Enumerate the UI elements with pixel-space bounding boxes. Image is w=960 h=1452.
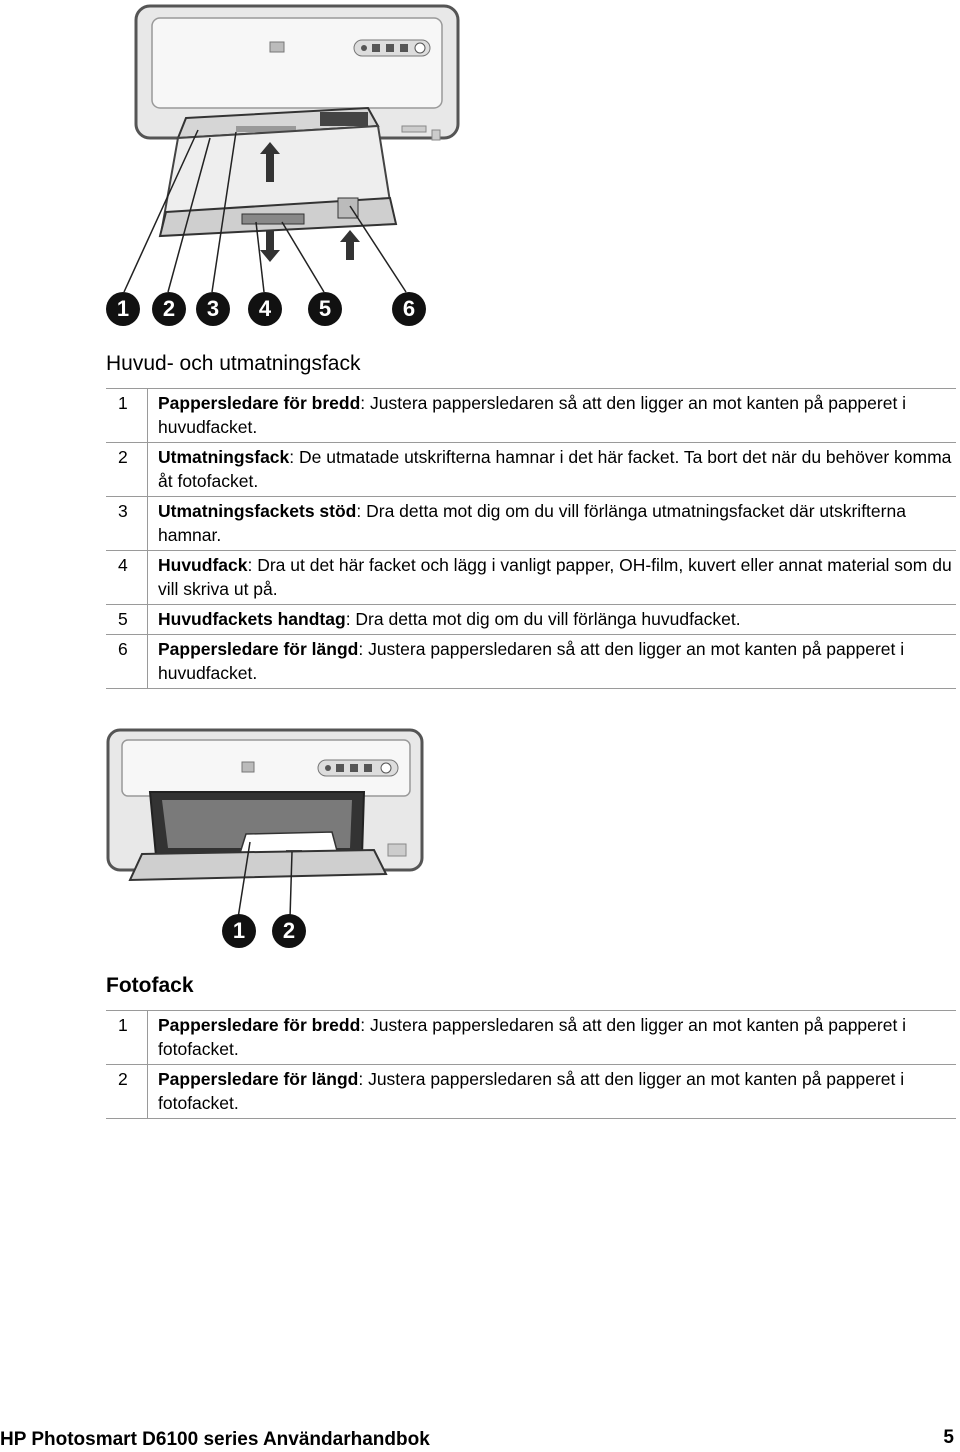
legend-term: Pappersledare för längd	[158, 639, 359, 659]
legend-term: Pappersledare för längd	[158, 1069, 359, 1089]
callout-1: 1	[106, 292, 140, 326]
legend-number: 2	[106, 1065, 148, 1119]
legend-description: : Dra ut det här facket och lägg i vanligt papper, OH-film, kuvert eller annat material som du vill skriva ut på.	[158, 555, 952, 599]
legend-number: 1	[106, 389, 148, 443]
figure1-callouts	[106, 292, 466, 328]
callout-5: 5	[308, 292, 342, 326]
legend-term: Huvudfackets handtag	[158, 609, 346, 629]
section-title-photo-tray: Fotofack	[106, 974, 194, 997]
legend-text	[148, 1065, 957, 1119]
section-title-main-output-trays: Huvud- och utmatningsfack	[106, 352, 361, 375]
legend-text	[148, 605, 957, 635]
legend-term: Pappersledare för bredd	[158, 1015, 361, 1035]
legend-text	[148, 389, 957, 443]
legend-description: : De utmatade utskrifterna hamnar i det här facket. Ta bort det när du behöver komma åt fotofacket.	[158, 447, 952, 491]
legend-row	[106, 635, 956, 689]
legend-row	[106, 551, 956, 605]
callout-1: 1	[222, 914, 256, 948]
legend-term: Utmatningsfack	[158, 447, 290, 467]
legend-table-main-output	[106, 388, 956, 689]
footer-manual-title: HP Photosmart D6100 series Användarhandbok	[0, 1429, 430, 1450]
legend-term: Pappersledare för bredd	[158, 393, 361, 413]
legend-number: 6	[106, 635, 148, 689]
legend-text	[148, 635, 957, 689]
printer-trays-illustration	[106, 0, 466, 300]
legend-row	[106, 443, 956, 497]
legend-description: : Justera pappersledaren så att den ligger an mot kanten på papperet i fotofacket.	[158, 1015, 907, 1059]
legend-number: 4	[106, 551, 148, 605]
callout-2: 2	[152, 292, 186, 326]
callout-2: 2	[272, 914, 306, 948]
legend-description: : Justera pappersledaren så att den ligger an mot kanten på papperet i huvudfacket.	[158, 393, 907, 437]
footer-page-number: 5	[943, 1427, 954, 1448]
legend-number: 5	[106, 605, 148, 635]
legend-text	[148, 1011, 957, 1065]
legend-term: Utmatningsfackets stöd	[158, 501, 357, 521]
legend-row	[106, 389, 956, 443]
legend-number: 2	[106, 443, 148, 497]
legend-row	[106, 605, 956, 635]
legend-description: : Dra detta mot dig om du vill förlänga utmatningsfacket där utskrifterna hamnar.	[158, 501, 906, 545]
callout-6: 6	[392, 292, 426, 326]
legend-text	[148, 497, 957, 551]
legend-row	[106, 1011, 956, 1065]
legend-number: 1	[106, 1011, 148, 1065]
legend-description: : Justera pappersledaren så att den ligger an mot kanten på papperet i fotofacket.	[158, 1069, 905, 1113]
callout-3: 3	[196, 292, 230, 326]
legend-row	[106, 497, 956, 551]
legend-table-photo-tray	[106, 1010, 956, 1119]
legend-description: : Justera pappersledaren så att den ligger an mot kanten på papperet i huvudfacket.	[158, 639, 905, 683]
legend-text	[148, 551, 957, 605]
callout-4: 4	[248, 292, 282, 326]
legend-row	[106, 1065, 956, 1119]
printer-photo-tray-illustration	[106, 726, 426, 916]
figure2-callouts	[222, 914, 322, 950]
legend-text	[148, 443, 957, 497]
legend-number: 3	[106, 497, 148, 551]
legend-description: : Dra detta mot dig om du vill förlänga huvudfacket.	[345, 609, 741, 629]
legend-term: Huvudfack	[158, 555, 248, 575]
